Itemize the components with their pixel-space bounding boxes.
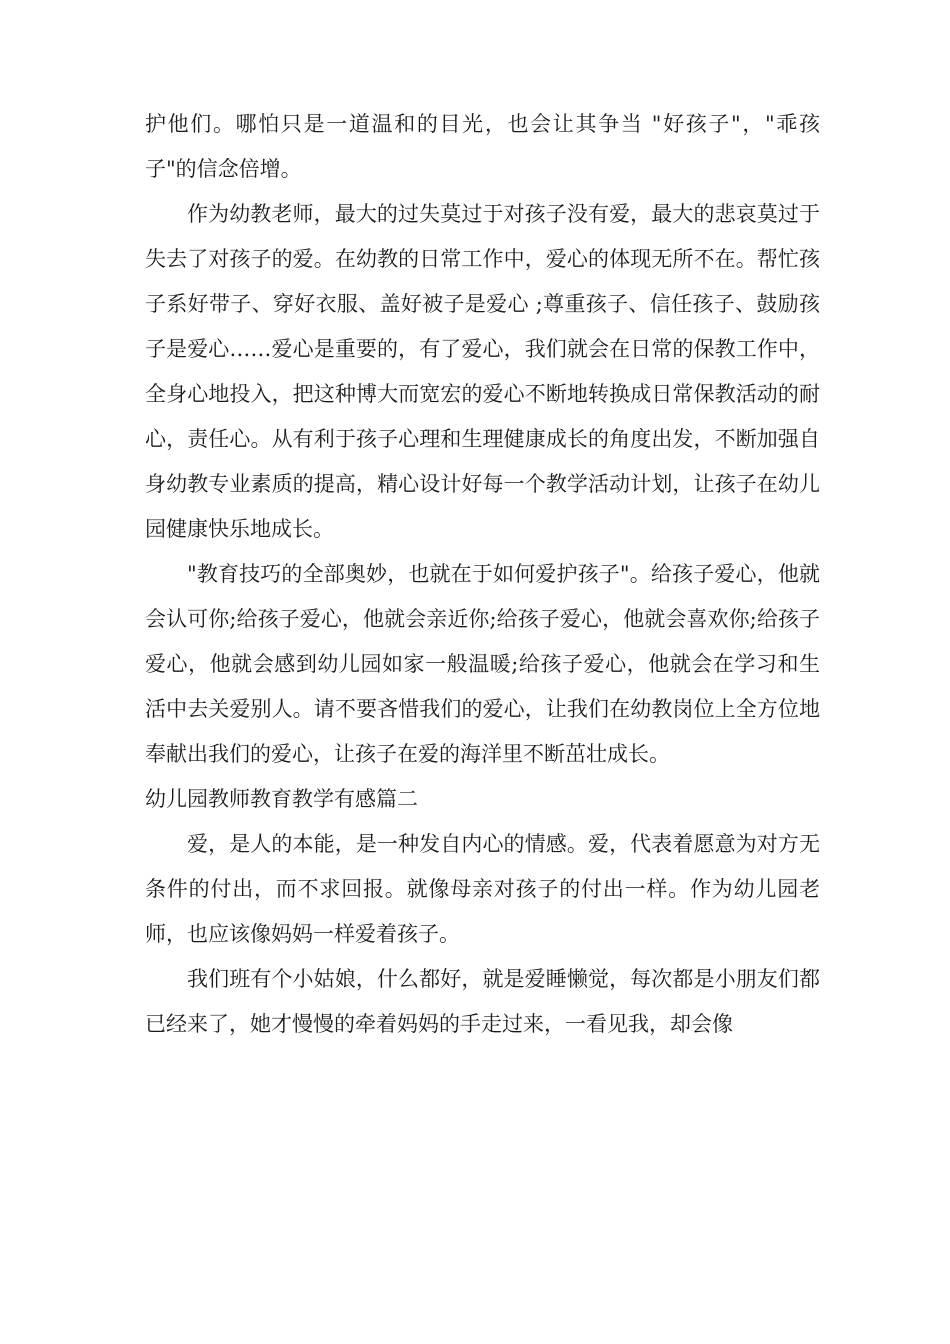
paragraph-love-as-teacher: 作为幼教老师，最大的过失莫过于对孩子没有爱，最大的悲哀莫过于失去了对孩子的爱。在幼教的日常工作中，爱心的体现无所不在。帮忙孩子系好带子、穿好衣服、盖好被子是爱心 ;尊重孩子、信任孩子、鼓励孩子是爱心……爱心是重要的，有了爱心，我们就会在日常的保教工作中，全身心地投入，把这种博大而宽宏的爱心不断地转换成日常保教活动的耐心，责任心。从有利于孩子心理和生理健康成长的角度出发，不断加强自身幼教专业素质的提高，精心设计好每一个教学活动计划，让孩子在幼儿园健康快乐地成长。 [145, 202, 820, 541]
paragraph-love-instinct: 爱，是人的本能，是一种发自内心的情感。爱，代表着愿意为对方无条件的付出，而不求回报。就像母亲对孩子的付出一样。作为幼儿园老师，也应该像妈妈一样爱着孩子。 [145, 832, 820, 946]
section-heading: 幼儿园教师教育教学有感篇二 [145, 787, 418, 811]
paragraph-continuation: 护他们。哪怕只是一道温和的目光，也会让其争当 "好孩子"，"乖孩子"的信念倍增。 [145, 112, 820, 181]
document-body [145, 102, 820, 1047]
paragraph-education-skill-quote: "教育技巧的全部奥妙，也就在于如何爱护孩子"。给孩子爱心，他就会认可你;给孩子爱心，他就会亲近你;给孩子爱心，他就会喜欢你;给孩子爱心，他就会感到幼儿园如家一般温暖;给孩子爱心，他就会在学习和生活中去关爱别人。请不要吝惜我们的爱心，让我们在幼教岗位上全方位地奉献出我们的爱心，让孩子在爱的海洋里不断茁壮成长。 [145, 562, 820, 766]
paragraph-little-girl-story: 我们班有个小姑娘，什么都好，就是爱睡懒觉，每次都是小朋友们都已经来了，她才慢慢的牵着妈妈的手走过来，一看见我，却会像 [145, 967, 820, 1036]
